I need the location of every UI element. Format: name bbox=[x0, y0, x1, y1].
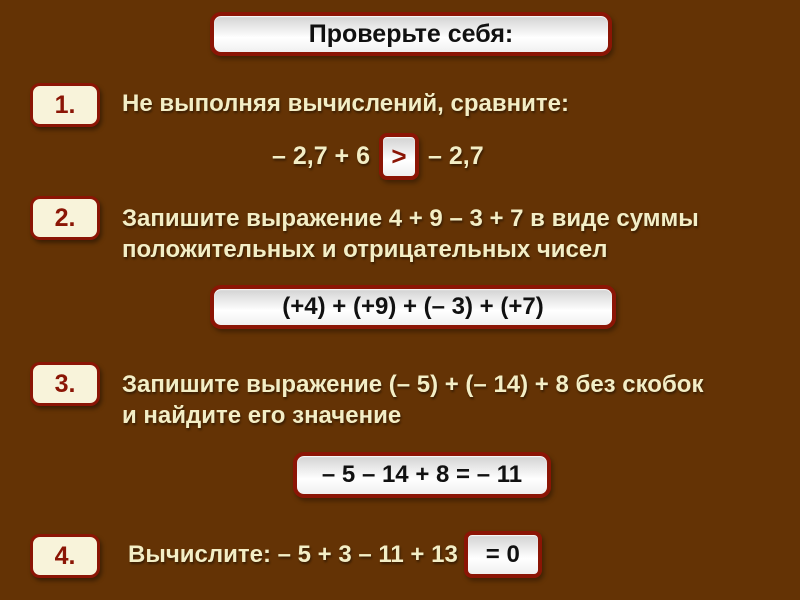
item-4-row bbox=[128, 531, 542, 578]
item-3-number: 3. bbox=[54, 369, 76, 398]
item-3-number-badge bbox=[30, 362, 100, 406]
item-2-text bbox=[122, 203, 699, 265]
item-1-equation bbox=[272, 133, 484, 180]
item-1-number: 1. bbox=[54, 90, 76, 119]
item-2-number: 2. bbox=[54, 203, 76, 232]
item-2-number-badge bbox=[30, 196, 100, 240]
item-1-number-badge bbox=[30, 83, 100, 127]
item-1-answer-box[interactable] bbox=[379, 133, 419, 180]
item-4-answer: = 0 bbox=[485, 540, 520, 568]
item-2-text-line-1: Запишите выражение 4 + 9 – 3 + 7 в виде суммы bbox=[122, 205, 699, 232]
title-box bbox=[210, 12, 612, 56]
title-text: Проверьте себя: bbox=[308, 19, 514, 48]
item-4-text: Вычислите: – 5 + 3 – 11 + 13 bbox=[128, 540, 458, 568]
item-3-text bbox=[122, 369, 703, 431]
item-2-answer: (+4) + (+9) + (– 3) + (+7) bbox=[282, 293, 544, 320]
item-1-equation-left: – 2,7 + 6 bbox=[272, 142, 370, 170]
item-2-text-line-2: положительных и отрицательных чисел bbox=[122, 236, 608, 263]
item-2-answer-box[interactable] bbox=[210, 285, 616, 329]
item-4-number: 4. bbox=[54, 541, 76, 570]
item-3-text-line-1: Запишите выражение (– 5) + (– 14) + 8 без скобок bbox=[122, 371, 704, 398]
item-3-answer-box[interactable] bbox=[293, 452, 551, 498]
item-1-answer: > bbox=[391, 141, 407, 171]
item-1-text: Не выполняя вычислений, сравните: bbox=[122, 90, 569, 117]
item-1-equation-right: – 2,7 bbox=[428, 142, 484, 170]
item-4-number-badge bbox=[30, 534, 100, 578]
item-3-answer: – 5 – 14 + 8 = – 11 bbox=[321, 461, 523, 488]
item-3-text-line-2: и найдите его значение bbox=[122, 402, 402, 429]
item-4-answer-box[interactable] bbox=[464, 531, 542, 578]
